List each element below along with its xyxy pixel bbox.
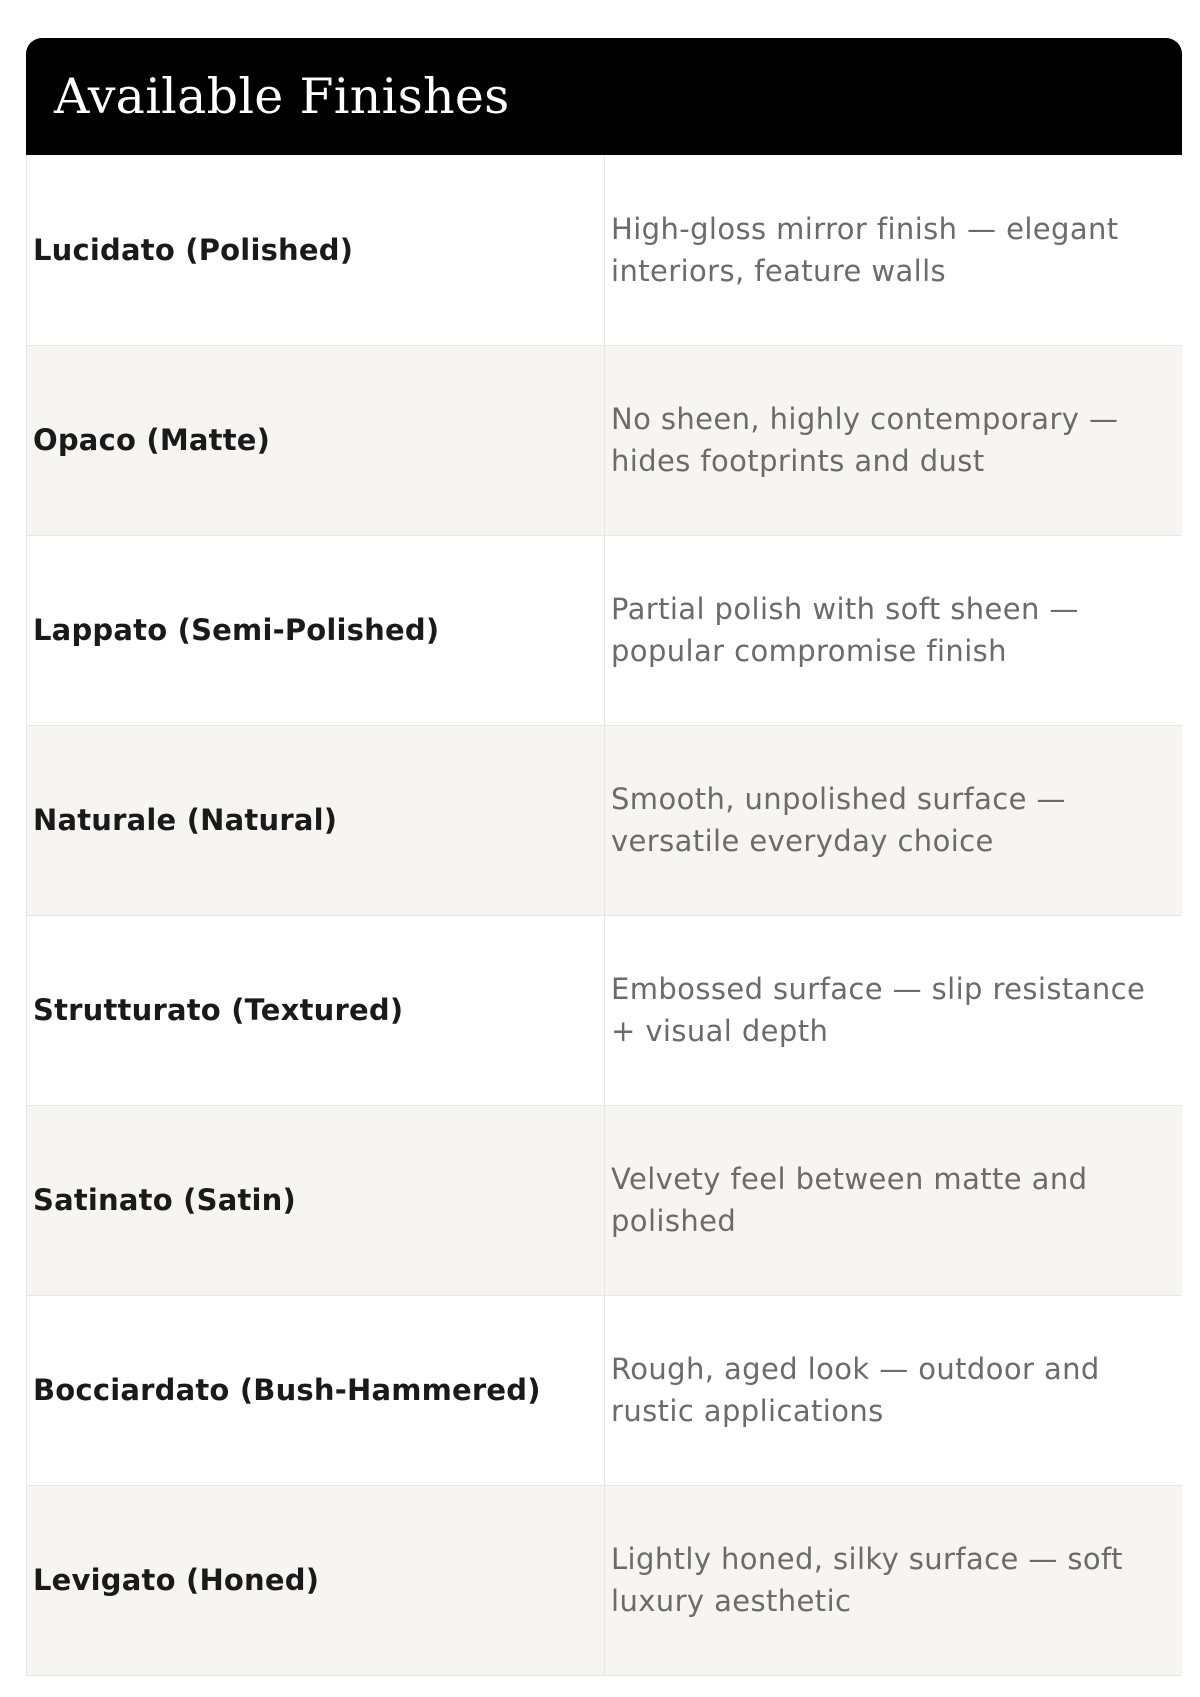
- finish-description: Partial polish with soft sheen — popular compromise finish: [611, 592, 1079, 668]
- finish-name-cell: [27, 1295, 605, 1485]
- finish-description: Smooth, unpolished surface — versatile everyday choice: [611, 782, 1066, 858]
- finish-description-cell: [605, 155, 1183, 345]
- table-row: [27, 155, 1183, 345]
- finish-name-cell: [27, 1485, 605, 1675]
- finish-name: Lucidato (Polished): [33, 232, 354, 267]
- finish-name: Levigato (Honed): [33, 1563, 320, 1597]
- finish-description-cell: [605, 535, 1183, 725]
- table-row: [27, 535, 1183, 725]
- table-row: [27, 1105, 1183, 1295]
- finish-name: Lappato (Semi-Polished): [33, 613, 440, 647]
- finish-description: Embossed surface — slip resistance + visual depth: [611, 972, 1146, 1048]
- page-title: Available Finishes: [54, 68, 510, 125]
- finish-description-cell: [605, 915, 1183, 1105]
- card-header: [26, 38, 1182, 155]
- table-row: [27, 915, 1183, 1105]
- table-row: [27, 1485, 1183, 1675]
- finish-description: No sheen, highly contemporary — hides footprints and dust: [611, 402, 1119, 478]
- table-row: [27, 345, 1183, 535]
- finish-name: Opaco (Matte): [33, 423, 271, 457]
- finishes-table: [26, 155, 1182, 1676]
- finish-name-cell: [27, 155, 605, 345]
- finish-description: Velvety feel between matte and polished: [611, 1162, 1088, 1238]
- finish-name-cell: [27, 345, 605, 535]
- finish-name: Strutturato (Textured): [33, 993, 404, 1027]
- table-row: [27, 1295, 1183, 1485]
- finish-description-cell: [605, 725, 1183, 915]
- table-row: [27, 725, 1183, 915]
- finish-name: Bocciardato (Bush-Hammered): [33, 1373, 541, 1407]
- finishes-card: [26, 38, 1182, 1676]
- finish-description: Rough, aged look — outdoor and rustic applications: [611, 1352, 1100, 1428]
- finish-description-cell: [605, 1485, 1183, 1675]
- finish-description-cell: [605, 1295, 1183, 1485]
- finish-name-cell: [27, 915, 605, 1105]
- finish-description-cell: [605, 1105, 1183, 1295]
- finish-name-cell: [27, 1105, 605, 1295]
- finish-name-cell: [27, 725, 605, 915]
- finish-name: Satinato (Satin): [33, 1183, 296, 1217]
- finish-name: Naturale (Natural): [33, 803, 338, 837]
- finish-description: Lightly honed, silky surface — soft luxury aesthetic: [611, 1542, 1123, 1618]
- finish-description-cell: [605, 345, 1183, 535]
- finish-name-cell: [27, 535, 605, 725]
- finish-description: High-gloss mirror finish — elegant interiors, feature walls: [611, 211, 1119, 288]
